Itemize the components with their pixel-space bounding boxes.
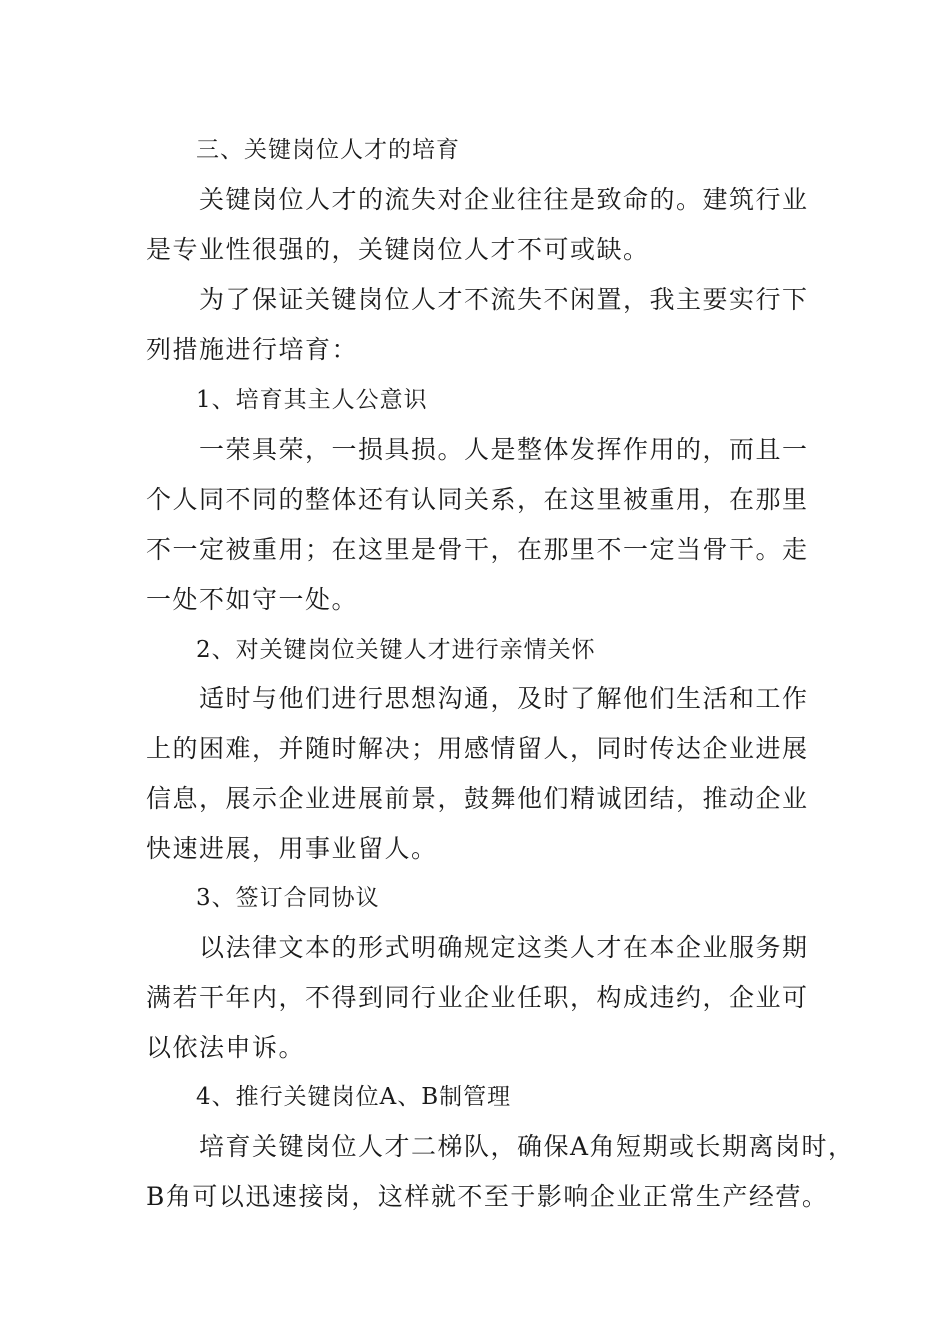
paragraph-line: 是专业性很强的，关键岗位人才不可或缺。 — [146, 235, 650, 264]
paragraph-line: 为了保证关键岗位人才不流失不闲置，我主要实行下 — [199, 285, 809, 314]
subheading-4: 4、推行关键岗位A、B制管理 — [196, 1084, 512, 1110]
paragraph-line: 列措施进行培育： — [146, 335, 359, 364]
paragraph-line: 不一定被重用；在这里是骨干，在那里不一定当骨干。走 — [146, 535, 809, 564]
paragraph-line: 满若干年内，不得到同行业企业任职，构成违约，企业可 — [146, 983, 809, 1012]
paragraph-line: 适时与他们进行思想沟通，及时了解他们生活和工作 — [199, 684, 809, 713]
paragraph-line: B角可以迅速接岗，这样就不至于影响企业正常生产经营。 — [146, 1182, 829, 1211]
subheading-3: 3、签订合同协议 — [196, 885, 380, 911]
paragraph-line: 快速进展，用事业留人。 — [146, 834, 438, 863]
paragraph-line: 以法律文本的形式明确规定这类人才在本企业服务期 — [199, 933, 809, 962]
section-heading: 三、关键岗位人才的培育 — [196, 137, 460, 163]
subheading-1: 1、培育其主人公意识 — [196, 387, 428, 413]
paragraph-line: 信息，展示企业进展前景，鼓舞他们精诚团结，推动企业 — [146, 784, 809, 813]
paragraph-line: 以依法申诉。 — [146, 1033, 306, 1062]
paragraph-line: 一处不如守一处。 — [146, 585, 359, 614]
paragraph-line: 个人同不同的整体还有认同关系，在这里被重用，在那里 — [146, 485, 809, 514]
subheading-2: 2、对关键岗位关键人才进行亲情关怀 — [196, 637, 596, 663]
paragraph-line: 上的困难，并随时解决；用感情留人，同时传达企业进展 — [146, 734, 809, 763]
paragraph-line: 一荣具荣，一损具损。人是整体发挥作用的，而且一 — [199, 435, 809, 464]
paragraph-line: 培育关键岗位人才二梯队，确保A角短期或长期离岗时， — [199, 1132, 855, 1161]
paragraph-line: 关键岗位人才的流失对企业往往是致命的。建筑行业 — [199, 185, 809, 214]
